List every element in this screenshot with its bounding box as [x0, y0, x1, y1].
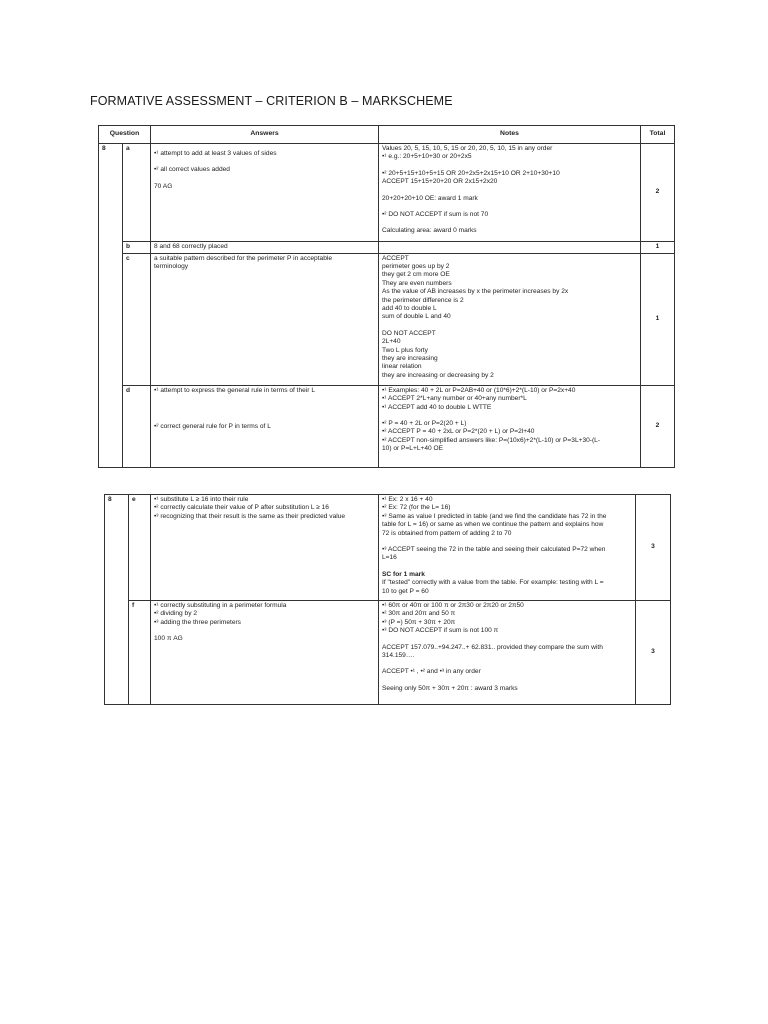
markscheme-table-1	[98, 125, 674, 468]
table-row	[105, 601, 671, 705]
question-number: 8	[105, 495, 129, 705]
note-line: •¹ ACCEPT 2*L+any number or 40+any number*L	[382, 395, 527, 403]
note-line: •³ (P =) 50π + 30π + 20π	[382, 618, 456, 626]
answer-line: •³ recognizing that their result is the same as their predicted value	[154, 512, 346, 520]
note-line: they get 2 cm more OE	[382, 271, 450, 279]
answer-line: •² all correct values added	[154, 166, 230, 174]
note-line: •² 30π and 20π and 50 π	[382, 610, 456, 618]
note-line: •¹ ACCEPT add 40 to double L WTTE	[382, 403, 492, 411]
note-line: •² P = 40 + 2L or P=2(20 + L)	[382, 420, 467, 428]
answers-cell	[151, 242, 379, 253]
note-line: •¹ Ex: 2 x 16 + 40	[382, 496, 433, 503]
note-line: They are even numbers	[382, 279, 452, 287]
total-cell: 3	[636, 495, 671, 601]
answer-line: •² correct general rule for P in terms of L	[154, 423, 271, 431]
note-line: they are increasing or decreasing by 2	[382, 371, 494, 379]
answer-line: terminology	[154, 263, 189, 271]
note-line: add 40 to double L	[382, 305, 437, 313]
answer-line: •² dividing by 2	[154, 610, 197, 618]
notes-cell	[379, 144, 641, 242]
answers-cell	[151, 385, 379, 467]
total-cell: 2	[641, 144, 675, 242]
note-line: As the value of AB increases by x the perimeter increases by 2x	[382, 288, 569, 296]
answers-cell	[151, 601, 379, 705]
note-line: •³ DO NOT ACCEPT if sum is not 100 π	[382, 627, 499, 635]
note-line: Values 20, 5, 15, 10, 5, 15 or 20, 20, 5, 10, 15 in any order	[382, 145, 553, 153]
note-line: Calculating area: award 0 marks	[382, 227, 477, 235]
note-line: 314.159….	[382, 652, 415, 660]
header-notes: Notes	[379, 126, 641, 144]
answer-line: •¹ substitute L ≥ 16 into their rule	[154, 496, 249, 503]
answer-line: 70 AG	[154, 182, 173, 190]
note-line: •² ACCEPT P = 40 + 2xL or P=2*(20 + L) or P=2l+40	[382, 428, 535, 436]
note-line: •² ACCEPT non-simplified answers like: P=(10x6)+2*(L-10) or P=3L+30-(L-	[382, 436, 601, 444]
page-title: FORMATIVE ASSESSMENT – CRITERION B – MARKSCHEME	[90, 94, 453, 108]
part-label: a	[123, 144, 151, 242]
header-answers: Answers	[151, 126, 379, 144]
note-line: table for L = 16) or same as when we continue the pattern and explains how	[382, 521, 604, 529]
note-line: sum of double L and 40	[382, 313, 451, 321]
note-line: 10) or P=L+L+40 OE	[382, 445, 444, 453]
note-line: 20+20+20+10 OE: award 1 mark	[382, 194, 478, 202]
notes-cell	[379, 601, 636, 705]
note-line: •² 20+5+15+10+5+15 OR 20+2x5+2x15+10 OR 2+10+30+10	[382, 169, 560, 177]
notes-cell	[379, 495, 636, 601]
total-cell: 2	[641, 385, 675, 467]
note-line: ACCEPT •¹ , •² and •³ in any order	[382, 668, 481, 676]
header-total: Total	[641, 126, 675, 144]
answer-line: 100 π AG	[154, 635, 183, 643]
note-line: ACCEPT	[382, 254, 409, 262]
part-label: e	[129, 495, 151, 601]
answer-line: 8 and 68 correctly placed	[154, 243, 228, 251]
note-line: SC for 1 mark	[382, 570, 425, 578]
answers-cell	[151, 495, 379, 601]
note-line: •¹ e.g.: 20+5+10+30 or 20+2x5	[382, 153, 472, 161]
note-line: DO NOT ACCEPT	[382, 329, 436, 337]
note-line: they are increasing	[382, 355, 438, 363]
note-line: •³ ACCEPT seeing the 72 in the table and seeing their calculated P=72 when	[382, 546, 606, 554]
markscheme-table-2	[104, 494, 670, 704]
part-label: d	[123, 385, 151, 467]
note-line: ACCEPT 15+15+20+20 OR 2x15+2x20	[382, 178, 498, 186]
notes-cell	[379, 253, 641, 385]
question-number: 8	[99, 144, 123, 468]
note-line: Seeing only 50π + 30π + 20π : award 3 marks	[382, 684, 518, 692]
total-cell: 1	[641, 242, 675, 253]
notes-cell	[379, 385, 641, 467]
total-cell: 1	[641, 253, 675, 385]
note-line: the perimeter difference is 2	[382, 296, 464, 304]
table-row	[99, 385, 675, 467]
answer-line: •¹ correctly substituting in a perimeter formula	[154, 602, 287, 609]
note-line: 72 is obtained from pattern of adding 2 to 70	[382, 529, 512, 537]
note-line: If "tested" correctly with a value from the table. For example: testing with L =	[382, 579, 604, 587]
total-cell: 3	[636, 601, 671, 705]
answer-line: •¹ attempt to add at least 3 values of sides	[154, 150, 277, 158]
note-line: •³ Same as value I predicted in table (and we find the candidate has 72 in the	[382, 512, 607, 520]
part-label: f	[129, 601, 151, 705]
notes-cell	[379, 242, 641, 253]
note-line: •¹ 60π or 40π or 100 π or 2π30 or 2π20 or 2π50	[382, 602, 524, 609]
table-row	[105, 495, 671, 601]
part-label: b	[123, 242, 151, 253]
note-line: 10 to get P = 60	[382, 587, 429, 595]
note-line: L=16	[382, 554, 397, 562]
answers-cell	[151, 253, 379, 385]
note-line: linear relation	[382, 363, 422, 371]
answer-line: •² correctly calculate their value of P after substitution L ≥ 16	[154, 504, 329, 512]
header-question: Question	[99, 126, 151, 144]
note-line: •² DO NOT ACCEPT if sum is not 70	[382, 211, 489, 219]
part-label: c	[123, 253, 151, 385]
note-line: perimeter goes up by 2	[382, 263, 450, 271]
table-row	[99, 253, 675, 385]
answer-line: •¹ attempt to express the general rule in terms of their L	[154, 386, 315, 394]
answer-line: •³ adding the three perimeters	[154, 618, 241, 626]
note-line: •¹ Examples: 40 + 2L or P=2AB+40 or (10*6)+2*(L-10) or P=2x+40	[382, 386, 576, 394]
note-line: •² Ex: 72 (for the L= 16)	[382, 504, 451, 512]
note-line: Two L plus forty	[382, 346, 428, 354]
note-line: 2L+40	[382, 338, 401, 346]
answers-cell	[151, 144, 379, 242]
note-line: ACCEPT 157.079..+94.247..+ 62.831.. provided they compare the sum with	[382, 643, 603, 651]
table-row	[99, 144, 675, 242]
answer-line: a suitable pattern described for the perimeter P in acceptable	[154, 254, 333, 262]
table-row	[99, 242, 675, 253]
